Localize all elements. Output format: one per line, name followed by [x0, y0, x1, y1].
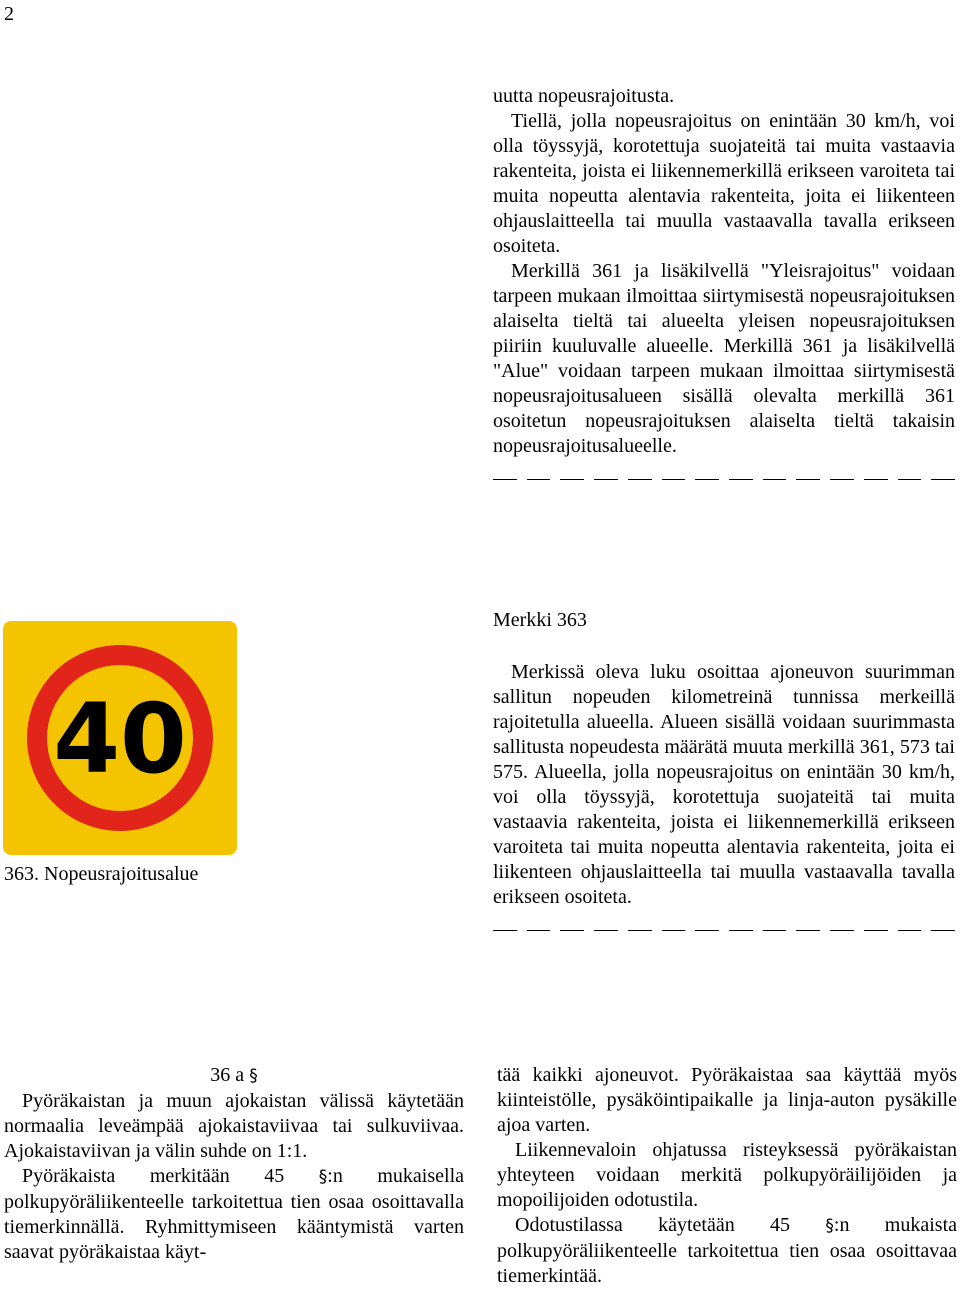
text-fragment: :n mukaista polkupyöräliikenteelle tarkoitettua tien osaa osoittavaa tiemerkintää. [497, 1214, 958, 1287]
paragraph-tiella: Tiellä, jolla nopeusrajoitus on enintään 30 km/h, voi olla töyssyjä, korotettuja suojateitä tai muita vastaavia rakenteita, joista ei liikennemerkillä erikseen varoiteta tai muita nopeutta alentavia rakenteita, joita ei liikenteen ohjauslaitteella tai muulla vastaavalla tavalla erikseen osoiteta. [493, 110, 955, 257]
dash [695, 479, 719, 480]
dash [560, 930, 584, 931]
dash [729, 479, 753, 480]
dash [695, 930, 719, 931]
dash [830, 930, 854, 931]
text-fragment: :n mukaisella polkupyöräliikenteelle tarkoitettua tien osaa osoittavalla tiemerkinnällä. Ryhmittymiseen kääntymistä varten saavat pyöräkaistaa käyt- [4, 1165, 464, 1263]
section-number: 36 a [210, 1064, 245, 1086]
merkki-363-heading: Merkki 363 [493, 609, 587, 631]
dash [864, 930, 888, 931]
dash [560, 479, 584, 480]
dash [830, 479, 854, 480]
dash [864, 479, 888, 480]
page-number: 2 [4, 3, 14, 25]
merkki-363-section [493, 660, 955, 931]
sign-graphic [2, 620, 238, 856]
speed-limit-value: 40 [53, 683, 187, 795]
dash [763, 479, 787, 480]
section-symbol: § [825, 1216, 834, 1236]
paragraph-continuation: uutta nopeusrajoitusta. [493, 85, 675, 107]
dash [527, 479, 551, 480]
section-36a-right-paragraph-3 [497, 1213, 957, 1289]
dash [763, 930, 787, 931]
text-fragment: Odotustilassa käytetään 45 [515, 1214, 791, 1236]
text-fragment: Pyöräkaista merkitään 45 [22, 1165, 285, 1187]
sign-caption: 363. Nopeusrajoitusalue [4, 863, 199, 885]
section-36a-right-paragraph-1: tää kaikki ajoneuvot. Pyöräkaistaa saa käyttää myös kiinteistölle, pysäköintipaikalle ja linja-auton pysäkille ajoa varten. [497, 1064, 957, 1136]
dash [796, 930, 820, 931]
dash [527, 930, 551, 931]
section-36a-paragraph-1: Pyöräkaistan ja muun ajokaistan välissä käytetään normaalia leveämpää ajokaistaviivaa tai sulkuviivaa. Ajokaistaviivan ja välin suhde on 1:1. [4, 1090, 464, 1162]
dash [662, 930, 686, 931]
speed-limit-zone-sign [2, 620, 238, 856]
dash [493, 930, 517, 931]
dash [931, 479, 955, 480]
dash [628, 930, 652, 931]
dash [796, 479, 820, 480]
dash [662, 479, 686, 480]
section-symbol: § [318, 1167, 328, 1187]
dash [594, 479, 618, 480]
section-36a-paragraph-2 [4, 1164, 464, 1265]
paragraph-merkilla-361: Merkillä 361 ja lisäkilvellä "Yleisrajoitus" voidaan tarpeen mukaan ilmoittaa siirtymisestä nopeusrajoituksen alaiselta tieltä tai alueelta yleisen nopeusrajoituksen piiriin kuuluvalle alueelle. Merkillä 361 ja lisäkilvellä "Alue" voidaan tarpeen mukaan ilmoittaa siirtymisestä nopeusrajoitusalueen sisällä olevalta merkillä 361 osoitetun nopeusrajoituksen alaiselta tieltä takaisin nopeusrajoitusalueelle. [493, 260, 955, 457]
section-36a-title [4, 1063, 464, 1089]
dash [931, 930, 955, 931]
dash [594, 930, 618, 931]
dash [729, 930, 753, 931]
dash [898, 930, 922, 931]
section-symbol: § [249, 1066, 258, 1086]
top-section [493, 84, 955, 480]
section-36a-right [497, 1063, 957, 1289]
section-36a-left [4, 1063, 464, 1265]
dash [493, 479, 517, 480]
section-36a-right-paragraph-2: Liikennevaloin ohjatussa risteyksessä pyöräkaistan yhteyteen voidaan merkitä polkupyöräilijöiden ja mopoilijoiden odotustila. [497, 1139, 957, 1211]
dash-separator [493, 918, 955, 931]
dash [898, 479, 922, 480]
merkki-363-text: Merkissä oleva luku osoittaa ajoneuvon suurimman sallitun nopeuden kilometreinä tunnissa merkeillä rajoitetulla alueella. Alueen sisällä voidaan suurimmasta sallitusta nopeudesta määrätä muuta merkillä 361, 573 tai 575. Alueella, jolla nopeusrajoitus on enintään 30 km/h, voi olla töyssyjä, korotettuja suojateitä tai muita vastaavia rakenteita, joista ei liikennemerkillä erikseen varoiteta tai muita nopeutta alentavia rakenteita, joita ei liikenteen ohjauslaitteella tai muulla vastaavalla tavalla erikseen osoiteta. [493, 661, 955, 908]
dash-separator [493, 467, 955, 480]
dash [628, 479, 652, 480]
